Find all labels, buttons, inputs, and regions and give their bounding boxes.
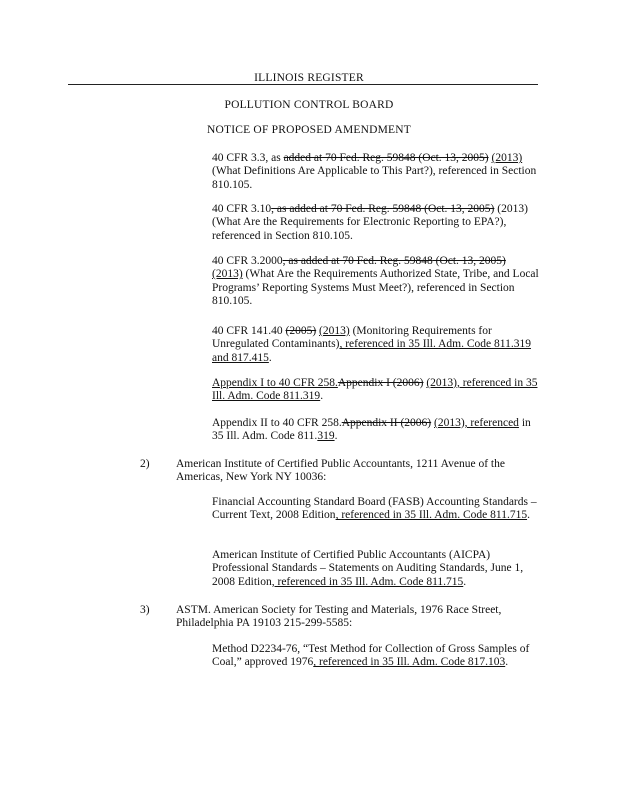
aicpa-standards-item: American Institute of Certified Public Accountants (AICPA) Professional Standards – Statements on Auditing Standards, June 1, 2008 Edition, referenced in 35 Ill. Adm. Code 811.715. <box>212 549 524 588</box>
cfr-item-appendix-i: Appendix I to 40 CFR 258.Appendix I (2006) (2013), referenced in 35 Ill. Adm. Code 811.319. <box>212 377 538 403</box>
notice-title: NOTICE OF PROPOSED AMENDMENT <box>207 124 411 136</box>
cfr-item-appendix-ii: Appendix II to 40 CFR 258.Appendix II (2006) (2013), referenced in 35 Ill. Adm. Code 811.319. <box>212 417 531 443</box>
board-title: POLLUTION CONTROL BOARD <box>224 99 394 111</box>
cfr-item-3-2000: 40 CFR 3.2000, as added at 70 Fed. Reg. 59848 (Oct. 13, 2005) (2013) (What Are the Requirements Authorized State, Tribe, and Local Programs’ Reporting Systems Must Meet?), referenced in Section 810.105. <box>212 255 539 307</box>
register-title: ILLINOIS REGISTER <box>254 72 364 84</box>
section-aicpa-address: American Institute of Certified Public Accountants, 1211 Avenue of the Americas, New York NY 10036: <box>176 458 505 484</box>
cfr-item-3-10: 40 CFR 3.10, as added at 70 Fed. Reg. 59848 (Oct. 13, 2005) (2013) (What Are the Requirements for Electronic Reporting to EPA?), referenced in Section 810.105. <box>212 203 528 242</box>
cfr-item-3-3: 40 CFR 3.3, as added at 70 Fed. Reg. 59848 (Oct. 13, 2005) (2013) (What Definitions Are Applicable to This Part?), referenced in Section 810.105. <box>212 152 537 191</box>
fasb-standards-item: Financial Accounting Standard Board (FASB) Accounting Standards – Current Text, 2008 Edition, referenced in 35 Ill. Adm. Code 811.715. <box>212 496 537 522</box>
astm-method-item: Method D2234-76, “Test Method for Collection of Gross Samples of Coal,” approved 1976, referenced in 35 Ill. Adm. Code 817.103. <box>212 643 530 669</box>
cfr-item-141-40: 40 CFR 141.40 (2005) (2013) (Monitoring Requirements for Unregulated Contaminants), referenced in 35 Ill. Adm. Code 811.319 and 817.415. <box>212 325 531 364</box>
section-number-3: 3) <box>140 604 150 616</box>
header-rule <box>68 84 538 85</box>
section-number-2: 2) <box>140 458 150 470</box>
section-astm-address: ASTM. American Society for Testing and Materials, 1976 Race Street, Philadelphia PA 19103 215-299-5585: <box>176 604 502 630</box>
